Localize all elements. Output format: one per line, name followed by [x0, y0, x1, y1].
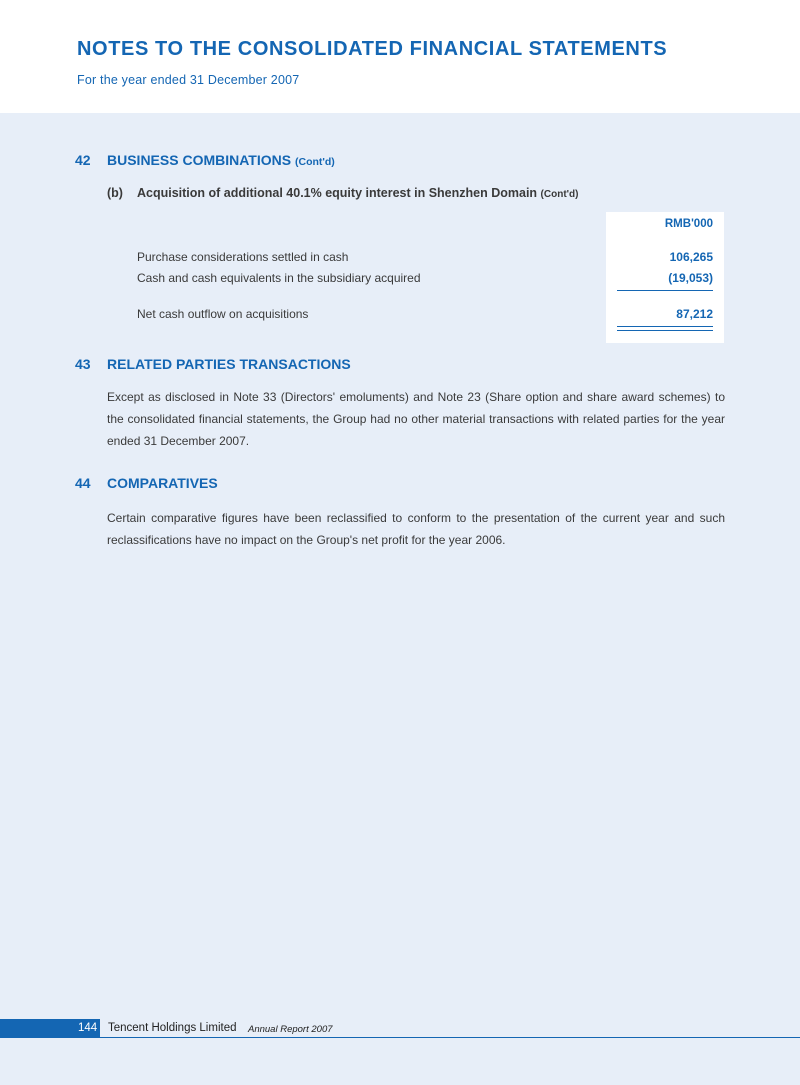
table-row-label: Cash and cash equivalents in the subsidiary acquired [137, 271, 421, 285]
section-43-number: 43 [75, 356, 91, 372]
section-44-number: 44 [75, 475, 91, 491]
section-42-number: 42 [75, 152, 91, 168]
subsection-cont: (Cont'd) [540, 189, 579, 200]
subsection-title [137, 186, 578, 200]
page-subtitle: For the year ended 31 December 2007 [77, 73, 300, 87]
table-row-value: 106,265 [669, 250, 713, 264]
footer-report: Annual Report 2007 [248, 1024, 333, 1035]
page-header [0, 0, 800, 113]
page-number: 144 [78, 1022, 98, 1034]
subsection-title-text: Acquisition of additional 40.1% equity interest in Shenzhen Domain [137, 186, 538, 200]
subtotal-rule [617, 290, 713, 291]
section-43-body: Except as disclosed in Note 33 (Directors' emoluments) and Note 23 (Share option and share award schemes) to the consolidated financial statements, the Group had no other material transactions with related parties for the year ended 31 December 2007. [107, 390, 725, 448]
column-header: RMB'000 [664, 218, 713, 230]
footer-company: Tencent Holdings Limited [108, 1022, 237, 1034]
page-title: NOTES TO THE CONSOLIDATED FINANCIAL STATEMENTS [77, 38, 668, 60]
table-row-value: (19,053) [668, 271, 713, 285]
section-42-title [107, 152, 335, 168]
section-44-body: Certain comparative figures have been reclassified to conform to the presentation of the current year and such reclassifications have no impact on the Group's net profit for the year 2006. [107, 511, 725, 547]
section-43-title: RELATED PARTIES TRANSACTIONS [107, 356, 351, 372]
table-row-label: Purchase considerations settled in cash [137, 250, 349, 264]
footer-rule [0, 1037, 800, 1038]
total-rule-bottom [617, 330, 713, 331]
subsection-label: (b) [107, 186, 123, 200]
section-42-cont: (Cont'd) [294, 156, 335, 168]
table-row-value: 87,212 [676, 307, 713, 321]
total-rule-top [617, 326, 713, 327]
section-42-title-text: BUSINESS COMBINATIONS [107, 152, 292, 168]
section-44-title: COMPARATIVES [107, 475, 218, 491]
table-row-label: Net cash outflow on acquisitions [137, 307, 309, 321]
